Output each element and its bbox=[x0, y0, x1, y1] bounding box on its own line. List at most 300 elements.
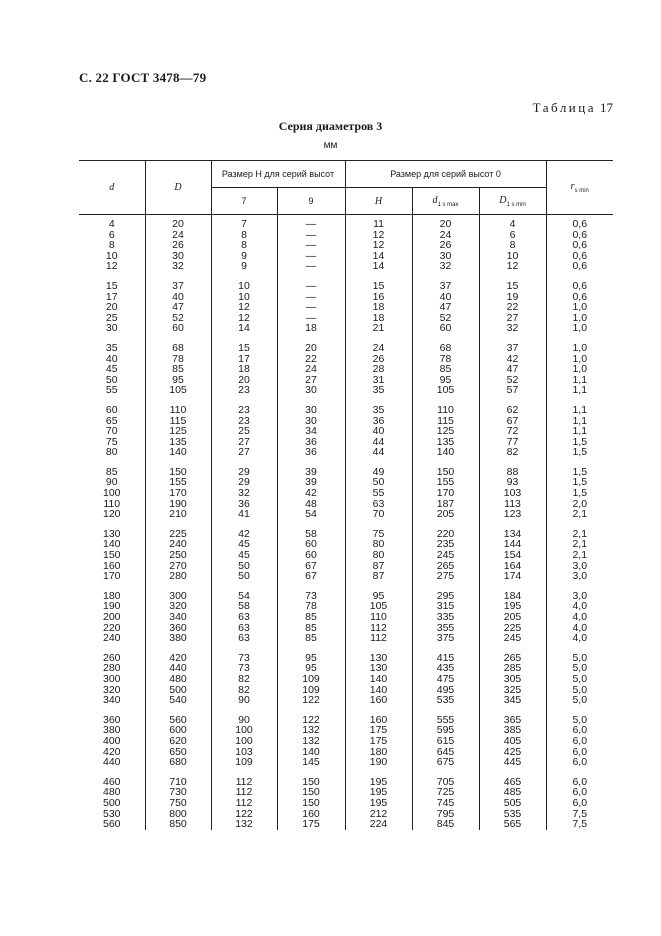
group-spacer bbox=[79, 334, 613, 343]
table-cell: 8 bbox=[211, 240, 277, 251]
table-cell: 1,5 bbox=[546, 447, 613, 458]
table-cell: 109 bbox=[211, 757, 277, 768]
table-cell: 73 bbox=[277, 591, 345, 602]
table-cell: 32 bbox=[211, 488, 277, 499]
table-row bbox=[79, 715, 613, 726]
table-cell: 21 bbox=[345, 323, 412, 334]
table-row bbox=[79, 488, 613, 499]
table-cell: 1,5 bbox=[546, 437, 613, 448]
table-cell: 85 bbox=[277, 633, 345, 644]
table-cell: 30 bbox=[277, 405, 345, 416]
table-cell: 40 bbox=[105, 352, 118, 365]
table-cell: 500 bbox=[145, 685, 211, 696]
table-cell: 1,5 bbox=[546, 477, 613, 488]
table-cell: 27 bbox=[211, 447, 277, 458]
table-cell: 245 bbox=[412, 550, 479, 561]
table-cell: 45 bbox=[211, 550, 277, 561]
table-cell: 160 bbox=[102, 559, 121, 572]
table-cell: 265 bbox=[412, 561, 479, 572]
table-cell: 90 bbox=[105, 476, 118, 489]
table-cell: 93 bbox=[479, 477, 546, 488]
table-cell: 24 bbox=[412, 230, 479, 241]
table-row bbox=[79, 302, 613, 313]
table-cell: 40 bbox=[412, 292, 479, 303]
table-cell: 4,0 bbox=[546, 623, 613, 634]
table-cell: 560 bbox=[145, 715, 211, 726]
table-cell: 75 bbox=[345, 529, 412, 540]
table-cell: 225 bbox=[479, 623, 546, 634]
table-cell: 270 bbox=[145, 561, 211, 572]
table-row bbox=[79, 633, 613, 644]
table-row bbox=[79, 539, 613, 550]
table-cell: — bbox=[277, 251, 345, 262]
table-cell: 22 bbox=[277, 354, 345, 365]
table-cell: 55 bbox=[105, 384, 118, 397]
table-cell: 420 bbox=[145, 653, 211, 664]
table-cell: 5,0 bbox=[546, 695, 613, 706]
table-cell: 22 bbox=[479, 302, 546, 313]
table-cell: 105 bbox=[345, 601, 412, 612]
table-cell: 15 bbox=[345, 281, 412, 292]
table-cell: 0,6 bbox=[546, 281, 613, 292]
table-row bbox=[79, 695, 613, 706]
table-cell: 6,0 bbox=[546, 798, 613, 809]
table-row bbox=[79, 323, 613, 334]
table-cell: 36 bbox=[211, 499, 277, 510]
table-cell: 42 bbox=[479, 354, 546, 365]
table-cell: 37 bbox=[145, 281, 211, 292]
table-cell: — bbox=[277, 313, 345, 324]
table-cell: 180 bbox=[102, 589, 121, 602]
table-cell: 32 bbox=[412, 261, 479, 272]
table-cell: 320 bbox=[102, 683, 121, 696]
table-row bbox=[79, 364, 613, 375]
table-cell: 620 bbox=[145, 736, 211, 747]
table-cell: 62 bbox=[479, 405, 546, 416]
table-cell: 60 bbox=[412, 323, 479, 334]
col-header-D: D bbox=[145, 161, 211, 215]
table-cell: 140 bbox=[102, 538, 121, 551]
table-row bbox=[79, 571, 613, 582]
table-cell: 445 bbox=[479, 757, 546, 768]
table-cell: 16 bbox=[345, 292, 412, 303]
table-cell: 100 bbox=[211, 736, 277, 747]
table-cell: 34 bbox=[277, 426, 345, 437]
table-cell: 95 bbox=[345, 591, 412, 602]
table-cell: 125 bbox=[145, 426, 211, 437]
group-spacer bbox=[79, 396, 613, 405]
table-cell: 88 bbox=[479, 467, 546, 478]
col-header-h9: 9 bbox=[277, 188, 345, 215]
table-row bbox=[79, 416, 613, 427]
table-row bbox=[79, 550, 613, 561]
table-row bbox=[79, 230, 613, 241]
table-cell: 27 bbox=[479, 313, 546, 324]
table-cell: 20 bbox=[211, 375, 277, 386]
table-cell: 615 bbox=[412, 736, 479, 747]
table-cell: 24 bbox=[145, 230, 211, 241]
table-row bbox=[79, 343, 613, 354]
table-cell: 1,0 bbox=[546, 364, 613, 375]
table-cell: 30 bbox=[145, 251, 211, 262]
table-cell: 115 bbox=[145, 416, 211, 427]
table-row bbox=[79, 354, 613, 365]
table-row bbox=[79, 653, 613, 664]
table-cell: 9 bbox=[211, 251, 277, 262]
table-cell: 150 bbox=[277, 798, 345, 809]
table-cell: 300 bbox=[102, 672, 121, 685]
table-cell: 18 bbox=[345, 313, 412, 324]
table-cell: 140 bbox=[345, 685, 412, 696]
table-cell: 280 bbox=[102, 662, 121, 675]
table-cell: 0,6 bbox=[546, 230, 613, 241]
table-cell: 112 bbox=[345, 633, 412, 644]
table-cell: 50 bbox=[211, 571, 277, 582]
table-cell: 850 bbox=[145, 819, 211, 830]
table-cell: 150 bbox=[277, 777, 345, 788]
table-row bbox=[79, 292, 613, 303]
table-row bbox=[79, 623, 613, 634]
table-cell: 82 bbox=[211, 685, 277, 696]
table-cell: 535 bbox=[479, 809, 546, 820]
table-cell: 47 bbox=[479, 364, 546, 375]
table-cell: 44 bbox=[345, 447, 412, 458]
table-cell: 19 bbox=[479, 292, 546, 303]
table-cell: 2,1 bbox=[546, 550, 613, 561]
table-cell: 100 bbox=[102, 487, 121, 500]
table-cell: 645 bbox=[412, 747, 479, 758]
table-cell: 140 bbox=[345, 674, 412, 685]
table-cell: 58 bbox=[211, 601, 277, 612]
table-cell: 50 bbox=[105, 373, 118, 386]
table-cell: 5,0 bbox=[546, 674, 613, 685]
table-cell: 30 bbox=[412, 251, 479, 262]
table-cell: 48 bbox=[277, 499, 345, 510]
table-cell: 78 bbox=[145, 354, 211, 365]
table-cell: 170 bbox=[102, 570, 121, 583]
table-row bbox=[79, 509, 613, 520]
table-row bbox=[79, 385, 613, 396]
table-cell: 39 bbox=[277, 467, 345, 478]
table-row bbox=[79, 215, 613, 230]
table-cell: 72 bbox=[479, 426, 546, 437]
table-cell: 100 bbox=[211, 725, 277, 736]
col-header-r: $r_{s min}$ bbox=[546, 161, 613, 215]
table-cell: 435 bbox=[412, 663, 479, 674]
table-row bbox=[79, 819, 613, 830]
table-cell: 122 bbox=[211, 809, 277, 820]
unit-label: мм bbox=[323, 140, 338, 151]
table-cell: 11 bbox=[345, 215, 412, 230]
table-row bbox=[79, 240, 613, 251]
table-cell: 705 bbox=[412, 777, 479, 788]
table-cell: 187 bbox=[412, 499, 479, 510]
table-cell: 190 bbox=[145, 499, 211, 510]
table-cell: 90 bbox=[211, 715, 277, 726]
table-cell: 600 bbox=[145, 725, 211, 736]
table-cell: 220 bbox=[412, 529, 479, 540]
table-cell: — bbox=[277, 240, 345, 251]
table-cell: 135 bbox=[145, 437, 211, 448]
table-cell: 58 bbox=[277, 529, 345, 540]
col-header-D1: $D_{1 s min}$ bbox=[479, 188, 546, 215]
table-cell: 415 bbox=[412, 653, 479, 664]
table-cell: 175 bbox=[345, 736, 412, 747]
table-cell: 70 bbox=[345, 509, 412, 520]
table-cell: 160 bbox=[345, 695, 412, 706]
table-cell: 135 bbox=[412, 437, 479, 448]
table-cell: 340 bbox=[145, 612, 211, 623]
table-cell: — bbox=[277, 215, 345, 230]
table-cell: 795 bbox=[412, 809, 479, 820]
table-cell: 18 bbox=[211, 364, 277, 375]
table-cell: 36 bbox=[277, 447, 345, 458]
table-cell: 140 bbox=[145, 447, 211, 458]
table-cell: 505 bbox=[479, 798, 546, 809]
table-cell: 12 bbox=[105, 260, 118, 273]
col-header-d1: $d_{1 s max}$ bbox=[412, 188, 479, 215]
table-cell: 95 bbox=[145, 375, 211, 386]
table-cell: 250 bbox=[145, 550, 211, 561]
table-cell: 57 bbox=[479, 385, 546, 396]
table-cell: 1,1 bbox=[546, 385, 613, 396]
table-cell: 87 bbox=[345, 561, 412, 572]
table-cell: 150 bbox=[412, 467, 479, 478]
table-cell: 4 bbox=[108, 218, 115, 230]
table-cell: 132 bbox=[277, 736, 345, 747]
table-cell: 560 bbox=[102, 818, 121, 831]
table-cell: 23 bbox=[211, 385, 277, 396]
table-row bbox=[79, 499, 613, 510]
table-cell: 73 bbox=[211, 663, 277, 674]
table-cell: 63 bbox=[211, 612, 277, 623]
table-cell: 4,0 bbox=[546, 612, 613, 623]
table-cell: 2,0 bbox=[546, 499, 613, 510]
table-cell: 112 bbox=[211, 787, 277, 798]
table-cell: 60 bbox=[105, 403, 118, 416]
table-cell: 130 bbox=[345, 653, 412, 664]
table-cell: 8 bbox=[211, 230, 277, 241]
table-cell: 175 bbox=[277, 819, 345, 830]
table-cell: 170 bbox=[412, 488, 479, 499]
table-cell: 15 bbox=[479, 281, 546, 292]
table-cell: 112 bbox=[345, 623, 412, 634]
table-cell: 47 bbox=[145, 302, 211, 313]
table-cell: 320 bbox=[145, 601, 211, 612]
table-cell: 485 bbox=[479, 787, 546, 798]
table-cell: 9 bbox=[211, 261, 277, 272]
table-cell: 440 bbox=[102, 756, 121, 769]
table-row bbox=[79, 281, 613, 292]
table-label-word: Таблица bbox=[532, 100, 596, 115]
table-cell: 115 bbox=[412, 416, 479, 427]
table-cell: 14 bbox=[345, 251, 412, 262]
table-cell: 212 bbox=[345, 809, 412, 820]
table-cell: 245 bbox=[479, 633, 546, 644]
table-cell: 480 bbox=[145, 674, 211, 685]
table-cell: 1,5 bbox=[546, 488, 613, 499]
table-cell: 0,6 bbox=[546, 251, 613, 262]
table-row bbox=[79, 467, 613, 478]
table-cell: 29 bbox=[211, 477, 277, 488]
table-cell: 40 bbox=[345, 426, 412, 437]
table-cell: 20 bbox=[277, 343, 345, 354]
table-cell: 123 bbox=[479, 509, 546, 520]
table-cell: 67 bbox=[277, 561, 345, 572]
table-cell: 190 bbox=[102, 600, 121, 613]
table-cell: 36 bbox=[345, 416, 412, 427]
table-cell: 4 bbox=[479, 215, 546, 230]
table-cell: 26 bbox=[345, 354, 412, 365]
table-cell: 6,0 bbox=[546, 747, 613, 758]
table-cell: 20 bbox=[412, 215, 479, 230]
table-cell: 54 bbox=[277, 509, 345, 520]
table-label bbox=[533, 100, 613, 116]
table-cell: 650 bbox=[145, 747, 211, 758]
table-cell: 17 bbox=[105, 290, 118, 303]
table-cell: 90 bbox=[211, 695, 277, 706]
table-cell: 132 bbox=[211, 819, 277, 830]
table-cell: 4,0 bbox=[546, 601, 613, 612]
table-row bbox=[79, 674, 613, 685]
table-cell: 164 bbox=[479, 561, 546, 572]
table-number: 17 bbox=[600, 100, 613, 115]
table-cell: 8 bbox=[108, 239, 115, 252]
table-cell: 175 bbox=[345, 725, 412, 736]
table-cell: 1,0 bbox=[546, 343, 613, 354]
table-cell: 1,5 bbox=[546, 467, 613, 478]
table-cell: 595 bbox=[412, 725, 479, 736]
table-cell: — bbox=[277, 230, 345, 241]
table-cell: 205 bbox=[479, 612, 546, 623]
table-cell: 6 bbox=[108, 228, 115, 241]
table-row bbox=[79, 809, 613, 820]
table-cell: 113 bbox=[479, 499, 546, 510]
table-cell: 125 bbox=[412, 426, 479, 437]
table-cell: 1,0 bbox=[546, 354, 613, 365]
table-cell: 87 bbox=[345, 571, 412, 582]
table-cell: 154 bbox=[479, 550, 546, 561]
table-cell: 140 bbox=[412, 447, 479, 458]
table-cell: 155 bbox=[145, 477, 211, 488]
table-cell: 140 bbox=[277, 747, 345, 758]
table-cell: 85 bbox=[277, 623, 345, 634]
table-cell: 12 bbox=[211, 313, 277, 324]
col-header-height-group: Размер H для серий высот bbox=[211, 161, 345, 188]
table-cell: 45 bbox=[105, 363, 118, 376]
table-cell: 73 bbox=[211, 653, 277, 664]
table-cell: 195 bbox=[345, 777, 412, 788]
table-cell: 37 bbox=[412, 281, 479, 292]
table-cell: 174 bbox=[479, 571, 546, 582]
table-cell: 340 bbox=[102, 694, 121, 707]
table-cell: 80 bbox=[105, 446, 118, 459]
group-spacer bbox=[79, 458, 613, 467]
table-cell: 95 bbox=[412, 375, 479, 386]
table-row bbox=[79, 437, 613, 448]
table-cell: 27 bbox=[211, 437, 277, 448]
table-cell: 6,0 bbox=[546, 757, 613, 768]
table-cell: 235 bbox=[412, 539, 479, 550]
dimensions-table bbox=[79, 160, 613, 830]
table-row bbox=[79, 529, 613, 540]
table-cell: 800 bbox=[145, 809, 211, 820]
table-cell: 23 bbox=[211, 405, 277, 416]
table-cell: 315 bbox=[412, 601, 479, 612]
table-cell: 440 bbox=[145, 663, 211, 674]
table-cell: 130 bbox=[345, 663, 412, 674]
table-cell: 95 bbox=[277, 653, 345, 664]
group-spacer bbox=[79, 582, 613, 591]
table-cell: — bbox=[277, 281, 345, 292]
table-cell: 4,0 bbox=[546, 633, 613, 644]
table-cell: — bbox=[277, 302, 345, 313]
table-cell: 32 bbox=[479, 323, 546, 334]
table-cell: 25 bbox=[105, 311, 118, 324]
table-cell: 63 bbox=[211, 623, 277, 634]
table-cell: 103 bbox=[479, 488, 546, 499]
table-cell: 160 bbox=[345, 715, 412, 726]
table-cell: 14 bbox=[211, 323, 277, 334]
table-cell: 2,1 bbox=[546, 529, 613, 540]
table-cell: 70 bbox=[105, 425, 118, 438]
table-cell: 78 bbox=[412, 354, 479, 365]
series-title: Серия диаметров 3 bbox=[278, 119, 383, 133]
table-cell: 130 bbox=[102, 527, 121, 540]
table-cell: 60 bbox=[145, 323, 211, 334]
table-cell: 1,1 bbox=[546, 405, 613, 416]
table-cell: 360 bbox=[102, 713, 121, 726]
table-cell: 35 bbox=[345, 405, 412, 416]
table-cell: 6,0 bbox=[546, 777, 613, 788]
table-cell: 5,0 bbox=[546, 715, 613, 726]
table-cell: 5,0 bbox=[546, 653, 613, 664]
table-cell: — bbox=[277, 292, 345, 303]
table-cell: 82 bbox=[479, 447, 546, 458]
table-cell: 105 bbox=[145, 385, 211, 396]
table-cell: 305 bbox=[479, 674, 546, 685]
table-cell: 27 bbox=[277, 375, 345, 386]
table-cell: 3,0 bbox=[546, 591, 613, 602]
table-cell: 335 bbox=[412, 612, 479, 623]
table-cell: 2,1 bbox=[546, 539, 613, 550]
table-cell: 400 bbox=[102, 734, 121, 747]
table-cell: 82 bbox=[211, 674, 277, 685]
table-cell: 45 bbox=[211, 539, 277, 550]
table-row bbox=[79, 375, 613, 386]
table-cell: 180 bbox=[345, 747, 412, 758]
table-cell: 15 bbox=[211, 343, 277, 354]
table-cell: 60 bbox=[277, 539, 345, 550]
table-cell: 7 bbox=[211, 215, 277, 230]
table-cell: 1,1 bbox=[546, 375, 613, 386]
table-cell: 280 bbox=[145, 571, 211, 582]
table-cell: 50 bbox=[211, 561, 277, 572]
table-cell: 6,0 bbox=[546, 787, 613, 798]
group-spacer bbox=[79, 768, 613, 777]
table-cell: 535 bbox=[412, 695, 479, 706]
table-cell: 675 bbox=[412, 757, 479, 768]
table-cell: 2,1 bbox=[546, 509, 613, 520]
table-cell: 5,0 bbox=[546, 663, 613, 674]
table-cell: 380 bbox=[145, 633, 211, 644]
table-row bbox=[79, 261, 613, 272]
table-cell: 35 bbox=[105, 341, 118, 354]
table-row bbox=[79, 747, 613, 758]
table-cell: 37 bbox=[479, 343, 546, 354]
table-cell: 32 bbox=[145, 261, 211, 272]
table-cell: 54 bbox=[211, 591, 277, 602]
